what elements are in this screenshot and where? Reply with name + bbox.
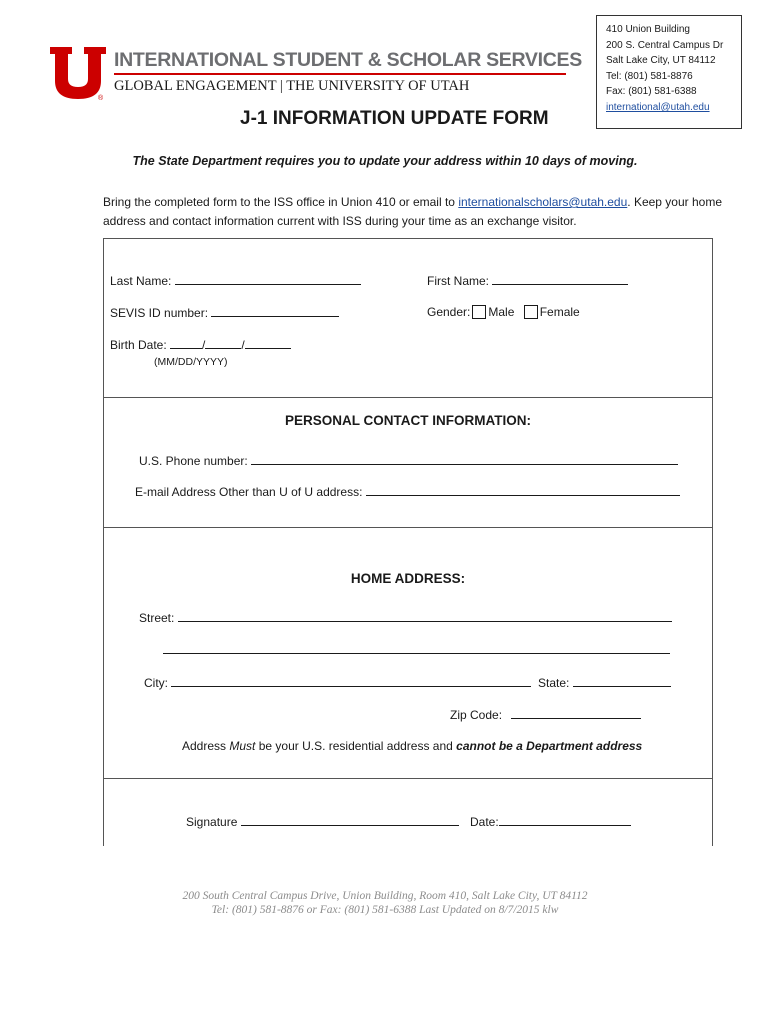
signature-date-field[interactable]	[470, 814, 631, 829]
header-divider	[114, 73, 566, 75]
male-label: Male	[488, 305, 515, 319]
male-checkbox[interactable]	[472, 305, 486, 319]
alt-email-input-line[interactable]	[366, 484, 680, 496]
zip-input-line[interactable]	[511, 707, 641, 719]
intro-text-before: Bring the completed form to the ISS office in Union 410 or email to	[103, 195, 459, 209]
alt-email-label: E-mail Address Other than U of U address:	[135, 485, 363, 499]
city-field[interactable]	[144, 675, 531, 690]
address-line-3: Salt Lake City, UT 84112	[606, 55, 716, 67]
signature-date-label: Date:	[470, 815, 499, 829]
birth-date-label: Birth Date:	[110, 338, 167, 352]
form-frame	[103, 238, 713, 846]
street-label: Street:	[139, 611, 175, 625]
address-note-pre: Address	[182, 739, 230, 753]
sevis-id-field[interactable]	[110, 305, 339, 320]
birth-year-input-line[interactable]	[245, 337, 291, 349]
section-divider-2	[103, 527, 713, 528]
date-format-hint: (MM/DD/YYYY)	[154, 356, 228, 368]
office-tel: Tel: (801) 581-8876	[606, 70, 693, 82]
street-input-line-2[interactable]	[163, 653, 670, 654]
scholars-email-link[interactable]: internationalscholars@utah.edu	[458, 195, 628, 209]
section-divider-1	[103, 397, 713, 398]
gender-field	[427, 305, 580, 319]
address-line-1: 410 Union Building	[606, 24, 690, 35]
page-footer	[0, 889, 770, 917]
address-note	[182, 739, 642, 753]
footer-address: 200 South Central Campus Drive, Union Building, Room 410, Salt Lake City, UT 84112	[182, 890, 588, 902]
university-of-utah-logo	[48, 45, 108, 101]
contact-section-title: PERSONAL CONTACT INFORMATION:	[285, 413, 531, 428]
female-label: Female	[539, 305, 580, 319]
birth-day-input-line[interactable]	[205, 337, 241, 349]
first-name-field[interactable]	[427, 273, 628, 288]
office-fax: Fax: (801) 581-6388	[606, 86, 697, 98]
city-input-line[interactable]	[171, 675, 531, 687]
signature-date-input-line[interactable]	[499, 814, 631, 826]
last-name-field[interactable]	[110, 273, 361, 288]
first-name-input-line[interactable]	[492, 273, 628, 285]
zip-field[interactable]	[450, 707, 641, 722]
alt-email-field[interactable]	[135, 484, 680, 499]
street-field[interactable]	[139, 610, 672, 625]
signature-input-line[interactable]	[241, 814, 459, 826]
section-divider-3	[103, 778, 713, 779]
org-name: INTERNATIONAL STUDENT & SCHOLAR SERVICES	[114, 49, 582, 71]
zip-label: Zip Code:	[450, 708, 503, 722]
last-name-input-line[interactable]	[175, 273, 361, 285]
birth-date-field[interactable]	[110, 337, 291, 352]
notice-text: The State Department requires you to update your address within 10 days of moving.	[132, 154, 638, 168]
first-name-label: First Name:	[427, 274, 490, 288]
sevis-id-input-line[interactable]	[211, 305, 339, 317]
phone-label: U.S. Phone number:	[139, 454, 248, 468]
address-line-2: 200 S. Central Campus Dr	[606, 39, 724, 51]
office-address-box	[596, 15, 742, 129]
footer-contact: Tel: (801) 581-8876 or Fax: (801) 581-6388 Last Updated on 8/7/2015 klw	[211, 904, 559, 916]
address-note-mid: be your U.S. residential address and	[255, 739, 457, 753]
intro-paragraph	[103, 193, 723, 231]
org-subtitle: GLOBAL ENGAGEMENT | THE UNIVERSITY OF UTAH	[114, 78, 470, 94]
home-address-title: HOME ADDRESS:	[350, 571, 466, 586]
date-separator: /	[202, 338, 206, 352]
gender-label: Gender:	[427, 305, 471, 319]
address-note-bold: cannot be a Department address	[456, 739, 643, 753]
date-separator: /	[241, 338, 245, 352]
address-note-must: Must	[229, 739, 256, 753]
intro-text-after: . Keep your home address and contact information current with ISS during your time as an exchange visitor.	[103, 195, 723, 228]
state-input-line[interactable]	[573, 675, 671, 687]
state-label: State:	[538, 676, 570, 690]
signature-label: Signature	[186, 815, 238, 829]
form-title: J-1 INFORMATION UPDATE FORM	[240, 108, 549, 129]
phone-field[interactable]	[139, 453, 678, 468]
female-checkbox[interactable]	[524, 305, 538, 319]
street-input-line-1[interactable]	[178, 610, 672, 622]
birth-month-input-line[interactable]	[170, 337, 202, 349]
last-name-label: Last Name:	[110, 274, 172, 288]
city-label: City:	[144, 676, 168, 690]
office-email-link[interactable]: international@utah.edu	[606, 101, 710, 113]
registered-mark: ®	[98, 95, 104, 101]
state-field[interactable]	[538, 675, 671, 690]
signature-field[interactable]	[186, 814, 459, 829]
sevis-id-label: SEVIS ID number:	[110, 306, 209, 320]
phone-input-line[interactable]	[251, 453, 678, 465]
